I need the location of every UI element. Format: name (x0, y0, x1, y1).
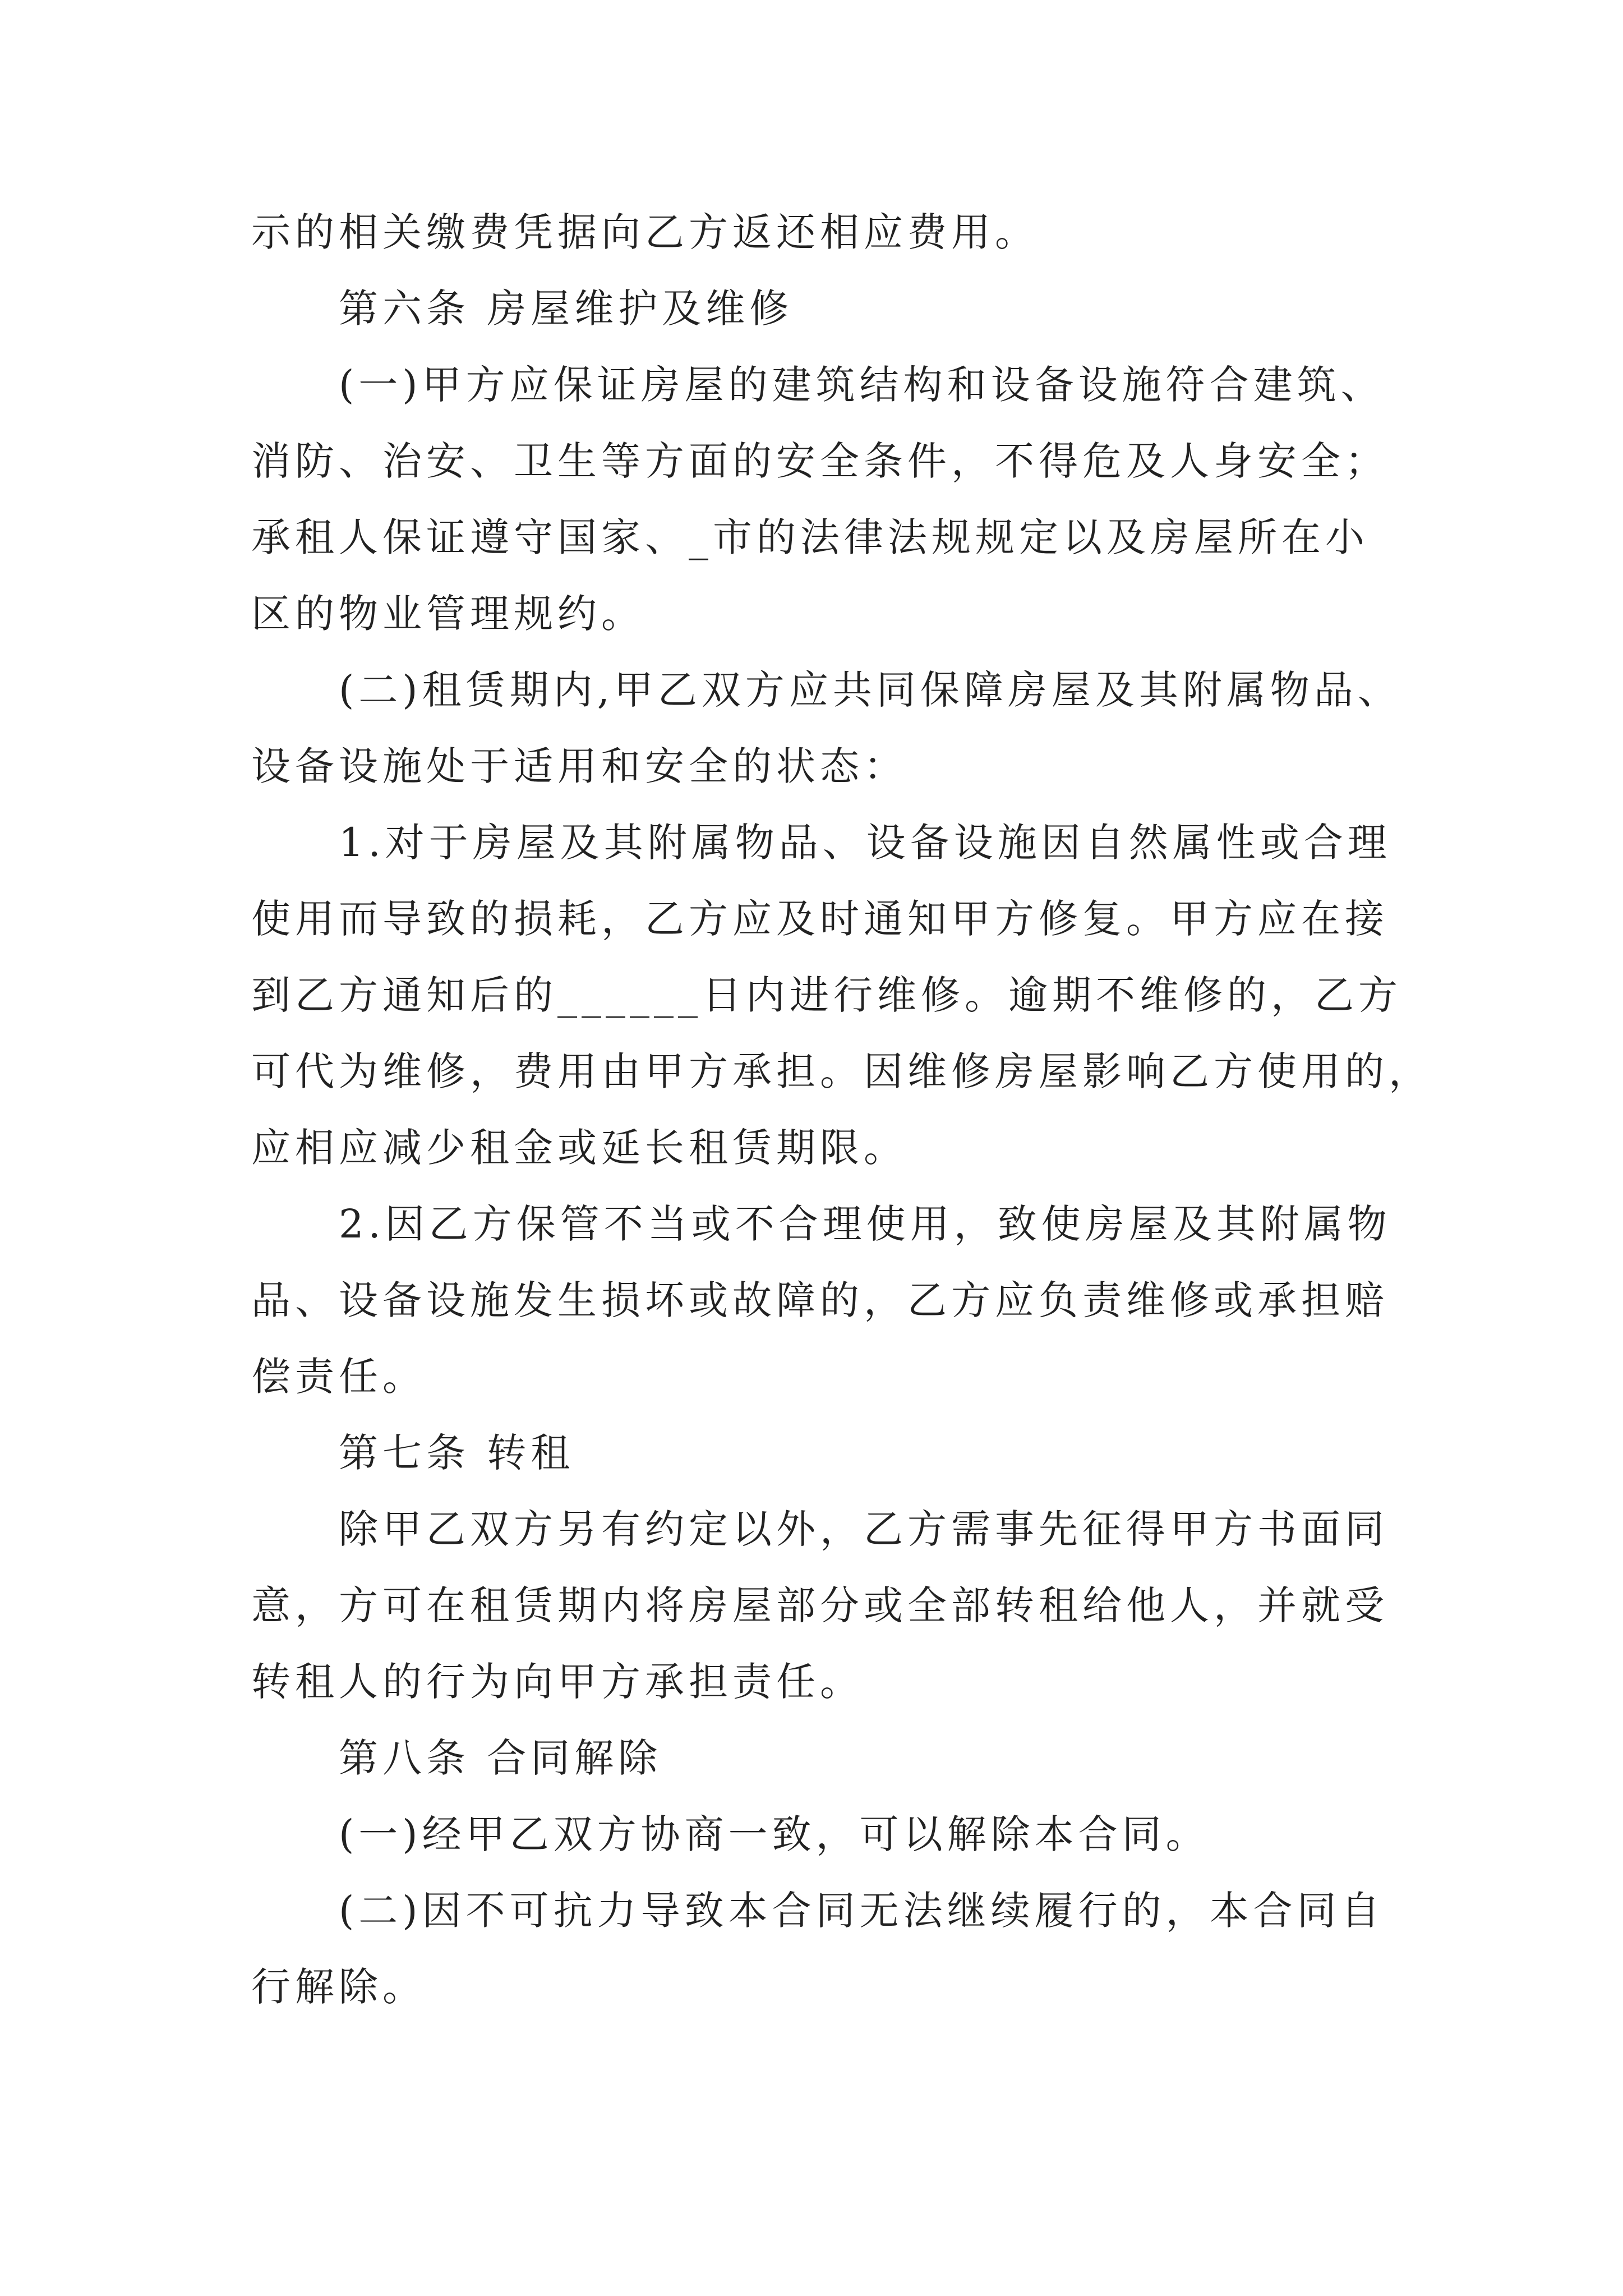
article-7-heading: 第七条 转租 (339, 1430, 575, 1476)
text-line: 1.对于房屋及其附属物品、设备设施因自然属性或合理 (339, 820, 1391, 866)
text-line: (一)甲方应保证房屋的建筑结构和设备设施符合建筑、 (339, 362, 1385, 408)
text-line: (一)经甲乙双方协商一致，可以解除本合同。 (339, 1811, 1210, 1857)
text-line: (二)租赁期内,甲乙双方应共同保障房屋及其附属物品、 (339, 667, 1401, 713)
article-8-heading: 第八条 合同解除 (339, 1735, 662, 1781)
text-line: 应相应减少租金或延长租赁期限。 (251, 1125, 907, 1171)
text-line: 到乙方通知后的______日内进行维修。逾期不维修的，乙方 (251, 972, 1402, 1018)
text-line: 区的物业管理规约。 (251, 591, 645, 637)
text-line: 承租人保证遵守国家、_市的法律法规规定以及房屋所在小 (251, 514, 1369, 560)
text-line: 意，方可在租赁期内将房屋部分或全部转租给他人，并就受 (251, 1582, 1389, 1628)
text-line: 消防、治安、卫生等方面的安全条件，不得危及人身安全； (251, 438, 1389, 484)
text-line: 行解除。 (251, 1964, 426, 2010)
text-line: 示的相关缴费凭据向乙方返还相应费用。 (251, 209, 1039, 255)
text-line: 品、设备设施发生损坏或故障的，乙方应负责维修或承担赔 (251, 1277, 1389, 1323)
text-line: 偿责任。 (251, 1354, 426, 1400)
text-line: 设备设施处于适用和安全的状态： (251, 743, 907, 789)
text-line: 2.因乙方保管不当或不合理使用，致使房屋及其附属物 (339, 1201, 1391, 1247)
article-6-heading: 第六条 房屋维护及维修 (339, 286, 794, 332)
text-line: 可代为维修，费用由甲方承担。因维修房屋影响乙方使用的， (251, 1048, 1432, 1094)
text-line: 转租人的行为向甲方承担责任。 (251, 1659, 864, 1705)
text-line: 除甲乙双方另有约定以外，乙方需事先征得甲方书面同 (339, 1506, 1389, 1552)
text-line: (二)因不可抗力导致本合同无法继续履行的，本合同自 (339, 1888, 1385, 1934)
text-line: 使用而导致的损耗，乙方应及时通知甲方修复。甲方应在接 (251, 896, 1389, 942)
